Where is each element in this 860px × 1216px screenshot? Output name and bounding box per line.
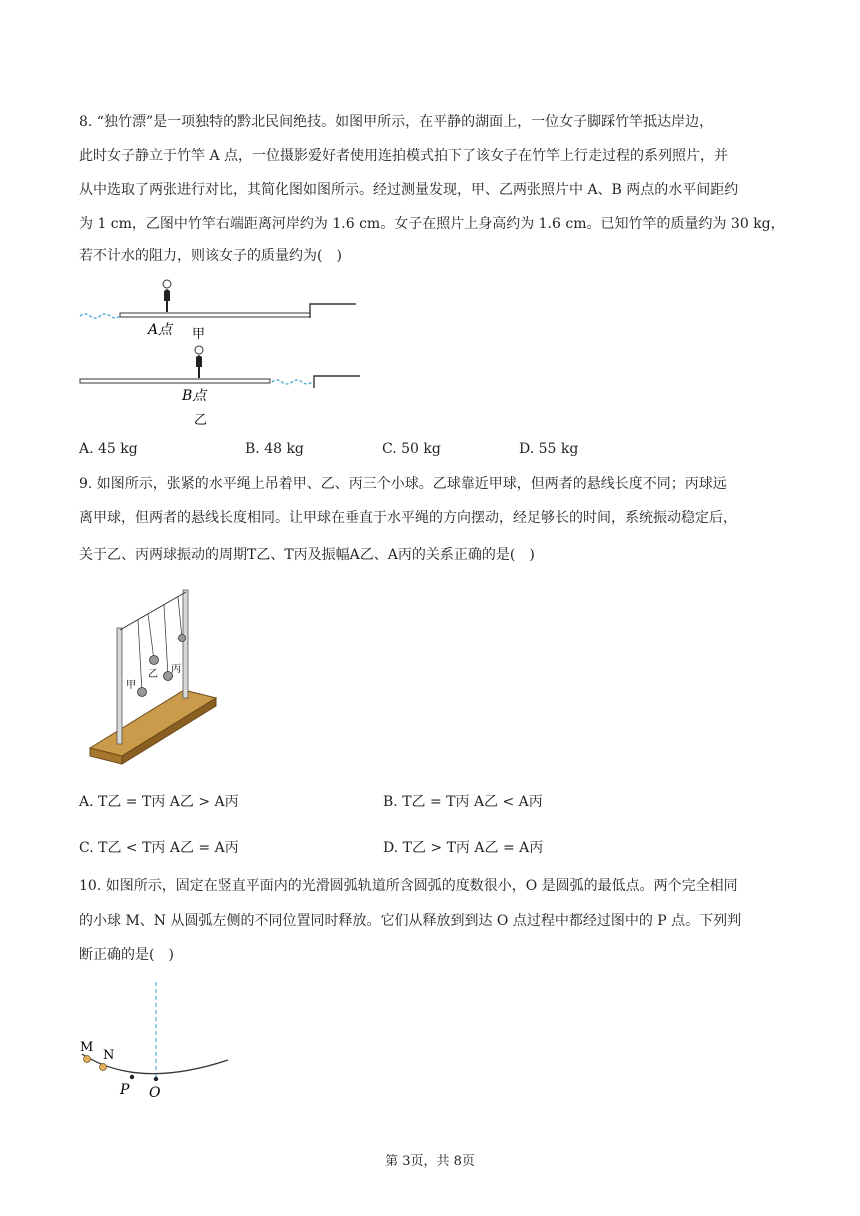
q8-text-line-4: 为 1 cm，乙图中竹竿右端距离河岸约为 1.6 cm。女子在照片上身高约为 1.6 cm。已知竹竿的质量约为 30 kg，: [79, 216, 785, 232]
point-o: [154, 1077, 158, 1081]
label-ball-jia: 甲: [126, 680, 136, 691]
right-post: [183, 590, 188, 698]
ball-extra: [179, 635, 186, 642]
q9-option-c[interactable]: C. T乙 < T丙 A乙 = A丙: [79, 840, 239, 856]
label-p: P: [120, 1082, 130, 1098]
ball-yi: [150, 656, 159, 665]
point-p: [130, 1075, 134, 1079]
label-b-point: B点: [182, 388, 207, 404]
label-jia: 甲: [192, 327, 206, 342]
q8-bamboo-figure: [78, 272, 368, 432]
label-ball-yi: 乙: [148, 669, 158, 680]
ball-jia: [138, 688, 147, 697]
q10-text-line-1: 10. 如图所示，固定在竖直平面内的光滑圆弧轨道所含圆弧的度数很小，O 是圆弧的最低点。两个完全相同: [79, 878, 738, 894]
label-n: N: [103, 1048, 115, 1063]
label-m: M: [80, 1040, 94, 1055]
label-a-point: A点: [148, 322, 173, 338]
ball-n: [100, 1064, 107, 1071]
q8-option-d[interactable]: D. 55 kg: [519, 441, 579, 457]
q9-option-b[interactable]: B. T乙 = T丙 A乙 < A丙: [383, 794, 543, 810]
q8-option-a[interactable]: A. 45 kg: [79, 441, 138, 457]
q10-text-line-3: 断正确的是( ): [79, 947, 174, 963]
woman-figure-bottom: [195, 346, 203, 378]
q10-arc-figure: [76, 978, 236, 1100]
horizontal-string: [120, 592, 186, 630]
bamboo-pole-top: [120, 313, 310, 317]
wooden-base-top: [90, 690, 216, 756]
q10-text-line-2: 的小球 M、N 从圆弧左侧的不同位置同时释放。它们从释放到到达 O 点过程中都经过图中的 P 点。下列判: [79, 913, 742, 929]
q8-option-c[interactable]: C. 50 kg: [382, 441, 441, 457]
ball-m: [84, 1056, 91, 1063]
q8-text-line-5: 若不计水的阻力，则该女子的质量约为( ): [79, 248, 342, 264]
q8-text-line-1: 8. “独竹漂”是一项独特的黔北民间绝技。如图甲所示，在平静的湖面上，一位女子脚踩竹竿抵达岸边，: [79, 114, 714, 130]
q9-text-line-3: 关于乙、丙两球振动的周期T乙、T丙及振幅A乙、A丙的关系正确的是( ): [79, 547, 535, 563]
q9-text-line-2: 离甲球，但两者的悬线长度相同。让甲球在垂直于水平绳的方向摆动，经足够长的时间，系统振动稳定后，: [79, 510, 737, 526]
water-wave-bottom: [272, 380, 312, 384]
label-o: O: [149, 1085, 161, 1100]
bamboo-pole-bottom: [80, 379, 270, 383]
label-ball-bing: 丙: [171, 664, 181, 675]
woman-figure-top: [163, 280, 171, 312]
river-bank-top: [310, 304, 356, 318]
left-post: [117, 628, 122, 744]
q8-option-b[interactable]: B. 48 kg: [245, 441, 304, 457]
q8-text-line-2: 此时女子静立于竹竿 A 点，一位摄影爱好者使用连拍模式拍下了该女子在竹竿上行走过程的系列照片，并: [79, 148, 729, 164]
q9-pendulum-figure: [86, 580, 226, 772]
water-wave-top: [80, 314, 120, 318]
q8-text-line-3: 从中选取了两张进行对比，其简化图如图所示。经过测量发现，甲、乙两张照片中 A、B 两点的水平间距约: [79, 182, 739, 198]
river-bank-bottom: [314, 376, 360, 388]
page-footer: 第 3页，共 8页: [385, 1154, 475, 1169]
q9-option-a[interactable]: A. T乙 = T丙 A乙 > A丙: [79, 794, 239, 810]
q9-text-line-1: 9. 如图所示，张紧的水平绳上吊着甲、乙、丙三个小球。乙球靠近甲球，但两者的悬线长度不同；丙球远: [79, 476, 727, 492]
q9-option-d[interactable]: D. T乙 > T丙 A乙 = A丙: [383, 840, 544, 856]
label-yi: 乙: [194, 413, 208, 428]
